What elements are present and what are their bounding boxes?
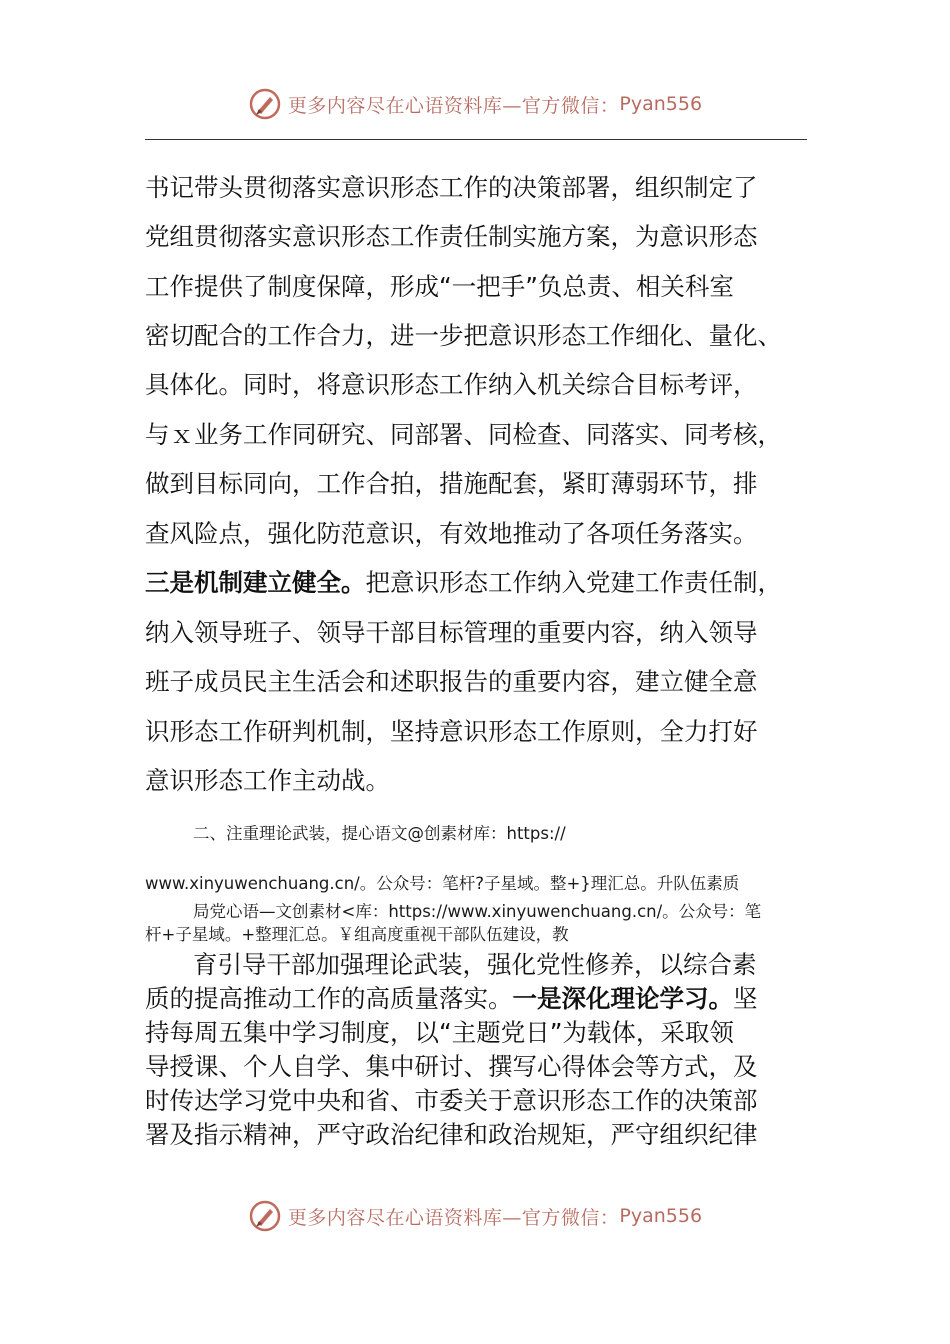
body-line <box>145 568 782 598</box>
body-line: 识形态工作研判机制，坚持意识形态工作原则，全力打好 <box>145 717 758 746</box>
footer-banner-text: 更多内容尽在心语资料库—官方微信： <box>287 1206 620 1229</box>
body-line: 育引导干部加强理论武装，强化党性修养，以综合素 <box>193 950 757 979</box>
body-line: 纳入领导班子、领导干部目标管理的重要内容，纳入领导 <box>145 618 758 647</box>
header-divider <box>145 139 807 140</box>
body-line <box>145 984 758 1014</box>
footer-banner-id: Pyan556 <box>619 1205 703 1227</box>
body-line: 时传达学习党中央和省、市委关于意识形态工作的决策部 <box>145 1086 758 1115</box>
body-line: 书记带头贯彻落实意识形态工作的决策部署，组织制定了 <box>145 173 758 202</box>
small-line: www.xinyuwenchuang.cn/。公众号：笔杆?子星域。整+}理汇总。升队伍素质 <box>145 874 740 893</box>
header-banner <box>0 84 950 124</box>
pen-logo-icon <box>248 87 282 121</box>
body-line: 查风险点，强化防范意识，有效地推动了各项任务落实。 <box>145 519 758 548</box>
small-line: 杆+子星域。+整理汇总。￥组高度重视干部队伍建设，教 <box>145 925 569 944</box>
body-line: 密切配合的工作合力，进一步把意识形态工作细化、量化、 <box>145 321 782 350</box>
line-b-pre: 质的提高推动工作的高质量落实。 <box>145 984 513 1013</box>
body-line: 做到目标同向，工作合拍，措施配套，紧盯薄弱环节，排 <box>145 469 758 498</box>
subheading-deepen-study: 一是深化理论学习。 <box>512 984 733 1013</box>
body-line: 持每周五集中学习制度，以“主题党日”为载体，采取领 <box>145 1018 734 1047</box>
header-banner-text: 更多内容尽在心语资料库—官方微信： <box>287 94 620 117</box>
body-line: 意识形态工作主动战。 <box>145 766 390 795</box>
section2-heading: 二、注重理论武装，提心语文@创素材库：https:// <box>193 824 566 843</box>
footer-banner <box>0 1196 950 1236</box>
body-line: 导授课、个人自学、集中研讨、撰写心得体会等方式，及 <box>145 1052 758 1081</box>
body-line: 党组贯彻落实意识形态工作责任制实施方案，为意识形态 <box>145 222 758 251</box>
header-banner-id: Pyan556 <box>619 93 703 115</box>
body-line: 署及指示精神，严守政治纪律和政治规矩，严守组织纪律 <box>145 1120 758 1149</box>
line-b-post: 坚 <box>733 984 758 1013</box>
pen-logo-icon <box>248 1199 282 1233</box>
para3-heading: 三是机制建立健全。 <box>145 568 366 597</box>
body-line: 具体化。同时，将意识形态工作纳入机关综合目标考评， <box>145 370 758 399</box>
body-line: 与ｘ业务工作同研究、同部署、同检查、同落实、同考核， <box>145 420 782 449</box>
para3-first-rest: 把意识形态工作纳入党建工作责任制， <box>365 568 782 597</box>
body-line: 班子成员民主生活会和述职报告的重要内容，建立健全意 <box>145 667 758 696</box>
body-line: 工作提供了制度保障，形成“一把手”负总责、相关科室 <box>145 272 734 301</box>
small-line: 局党心语—文创素材<库：https://www.xinyuwenchuang.cn/。公众号：笔 <box>193 902 762 921</box>
